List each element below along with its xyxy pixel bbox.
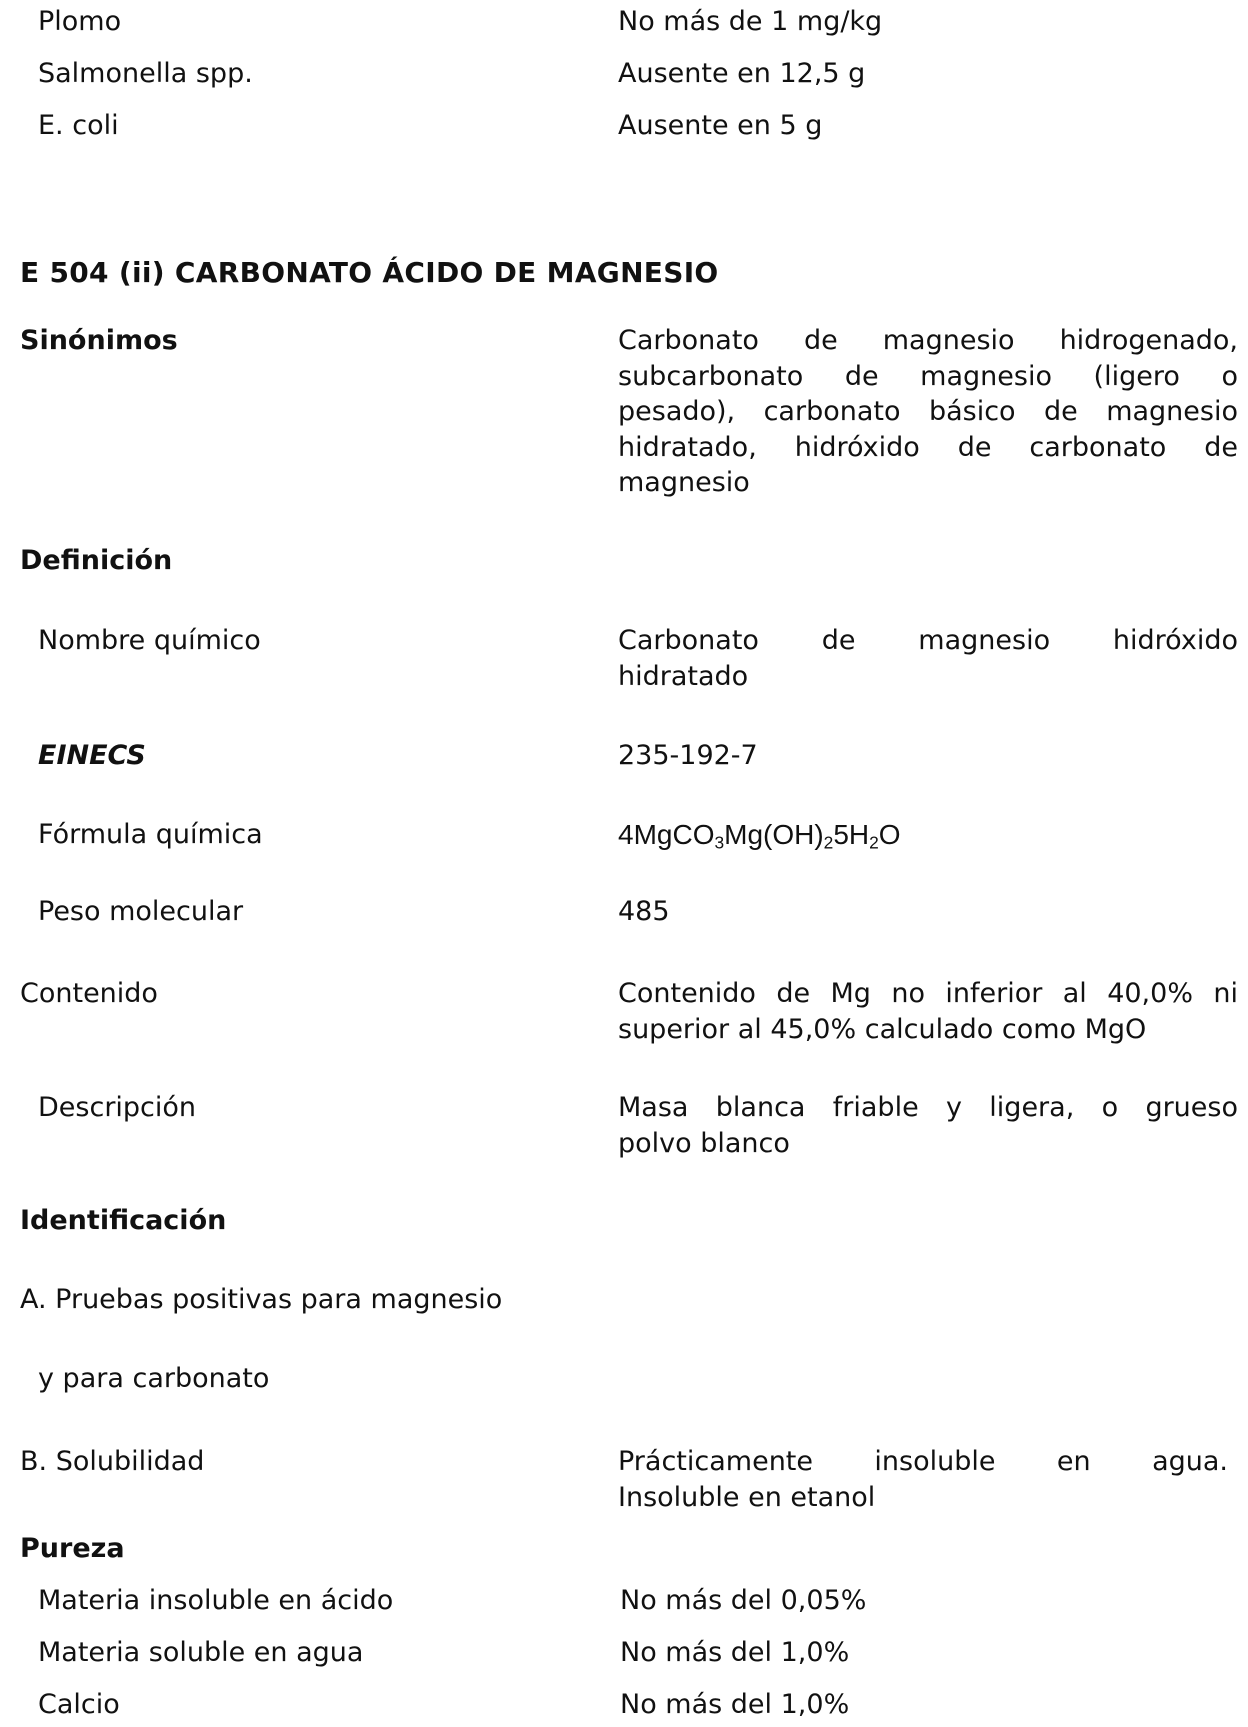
- sinonimos-line: pesado), carbonato básico de magnesio: [618, 396, 1238, 427]
- row-value-ecoli: Ausente en 5 g: [618, 110, 823, 141]
- solubilidad-value: [618, 1444, 1228, 1515]
- formula-part: 5H: [833, 819, 870, 850]
- descripcion-line: polvo blanco: [618, 1127, 790, 1159]
- solubilidad-line: Prácticamente insoluble en agua.: [618, 1446, 1228, 1477]
- peso-molecular-label: Peso molecular: [38, 896, 244, 927]
- solubilidad-label: B. Solubilidad: [20, 1446, 205, 1477]
- pureza-row-value: No más del 1,0%: [620, 1689, 850, 1720]
- formula-value: [618, 817, 901, 852]
- sinonimos-value: [618, 323, 1238, 501]
- sinonimos-line: magnesio: [618, 467, 750, 498]
- row-value-plomo: No más de 1 mg/kg: [618, 6, 883, 37]
- sinonimos-label: Sinónimos: [20, 325, 178, 356]
- pureza-heading: Pureza: [20, 1533, 125, 1564]
- identificacion-a-label: A. Pruebas positivas para magnesio: [20, 1284, 503, 1315]
- formula-part: 4MgCO: [618, 819, 715, 850]
- formula-label: Fórmula química: [38, 819, 263, 850]
- formula-subscript: 3: [714, 832, 725, 853]
- definicion-heading: Definición: [20, 545, 173, 576]
- descripcion-label: Descripción: [38, 1092, 197, 1123]
- pureza-row-value: No más del 1,0%: [620, 1637, 850, 1668]
- contenido-label: Contenido: [20, 978, 158, 1009]
- sinonimos-line: hidratado, hidróxido de carbonato de: [618, 431, 1238, 463]
- formula-part: O: [878, 819, 901, 850]
- row-value-salmonella: Ausente en 12,5 g: [618, 58, 866, 89]
- nombre-quimico-line: Carbonato de magnesio hidróxido: [618, 625, 1238, 656]
- identificacion-a-continuation: y para carbonato: [38, 1363, 270, 1394]
- pureza-row-label: Calcio: [38, 1689, 120, 1720]
- formula-part: Mg(OH): [724, 819, 824, 850]
- sinonimos-line: Carbonato de magnesio hidrogenado,: [618, 325, 1238, 356]
- contenido-value: [618, 976, 1238, 1047]
- einecs-value: 235-192-7: [618, 740, 758, 771]
- peso-molecular-value: 485: [618, 896, 670, 927]
- einecs-label: EINECS: [38, 740, 146, 771]
- nombre-quimico-value: [618, 623, 1238, 694]
- descripcion-value: [618, 1090, 1238, 1161]
- pureza-row-label: Materia insoluble en ácido: [38, 1585, 394, 1616]
- row-label-salmonella: Salmonella spp.: [38, 58, 253, 89]
- row-label-ecoli: E. coli: [38, 110, 119, 141]
- formula-subscript: 2: [823, 832, 834, 853]
- section-title: E 504 (ii) CARBONATO ÁCIDO DE MAGNESIO: [20, 256, 719, 289]
- solubilidad-line: Insoluble en etanol: [618, 1481, 876, 1513]
- formula-subscript: 2: [869, 832, 879, 853]
- sinonimos-line: subcarbonato de magnesio (ligero o: [618, 360, 1238, 392]
- nombre-quimico-label: Nombre químico: [38, 625, 261, 656]
- descripcion-line: Masa blanca friable y ligera, o grueso: [618, 1092, 1238, 1123]
- nombre-quimico-line: hidratado: [618, 660, 749, 692]
- contenido-line: Contenido de Mg no inferior al 40,0% ni: [618, 978, 1238, 1009]
- pureza-row-label: Materia soluble en agua: [38, 1637, 364, 1668]
- row-label-plomo: Plomo: [38, 6, 122, 37]
- identificacion-heading: Identificación: [20, 1205, 227, 1236]
- pureza-row-value: No más del 0,05%: [620, 1585, 867, 1616]
- contenido-line: superior al 45,0% calculado como MgO: [618, 1013, 1147, 1045]
